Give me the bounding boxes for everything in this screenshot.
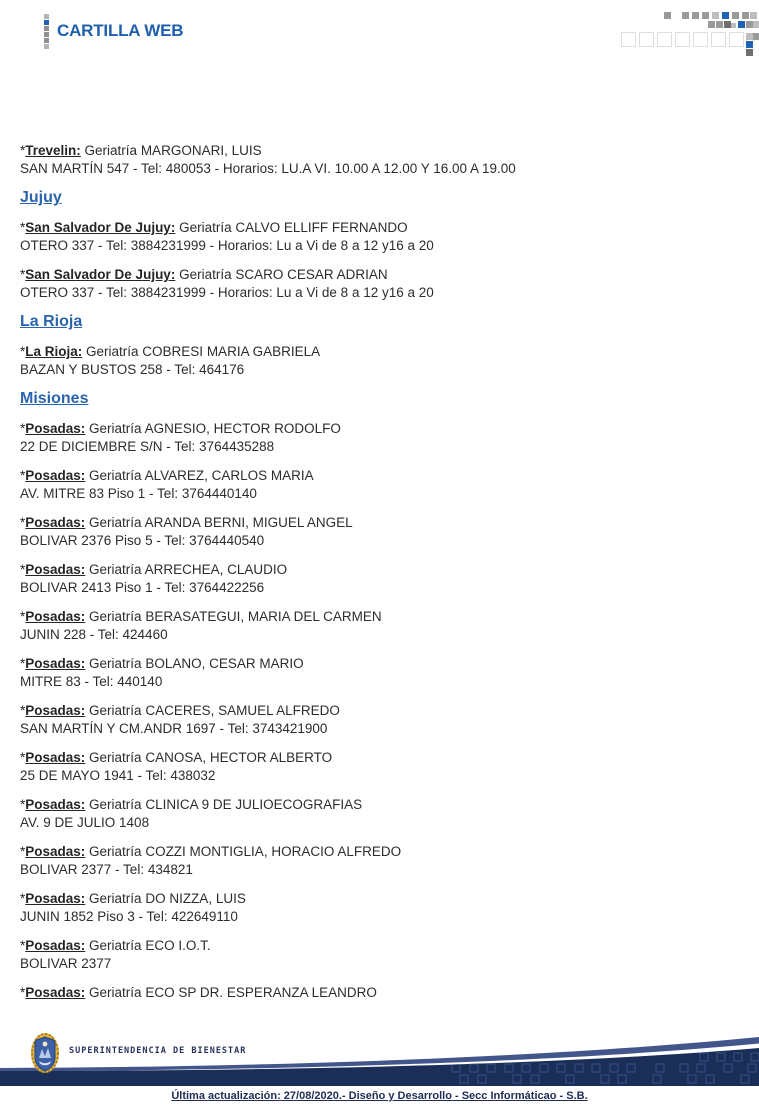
- provider-entry: [20, 142, 739, 177]
- footer-bottom-strip: [0, 1086, 759, 1101]
- provider-entry: [20, 890, 739, 925]
- entry-provider: Geriatría ECO I.O.T.: [85, 938, 211, 953]
- entry-address: 22 DE DICIEMBRE S/N - Tel: 3764435288: [20, 438, 275, 454]
- provider-entry: [20, 702, 739, 737]
- entry-heading-line: [20, 843, 739, 861]
- entry-bullet: *: [20, 143, 26, 158]
- header-pixel-decoration: [620, 8, 759, 58]
- entry-bullet: *: [20, 985, 26, 1000]
- entry-provider: Geriatría ALVAREZ, CARLOS MARIA: [85, 468, 314, 483]
- entry-address: AV. MITRE 83 Piso 1 - Tel: 3764440140: [20, 485, 257, 501]
- footer-org-name: SUPERINTENDENCIA DE BIENESTAR: [69, 1046, 247, 1056]
- footer-brand: [30, 1032, 246, 1074]
- entry-city: Posadas:: [25, 703, 86, 718]
- entry-city: Posadas:: [25, 891, 86, 906]
- entry-heading-line: [20, 142, 739, 160]
- provider-entry: [20, 514, 739, 549]
- entry-address: JUNIN 228 - Tel: 424460: [20, 626, 168, 642]
- provider-entry: [20, 796, 739, 831]
- entry-bullet: *: [20, 267, 26, 282]
- entry-city: Posadas:: [25, 468, 86, 483]
- entry-city: Posadas:: [25, 656, 86, 671]
- entry-address: SAN MARTÍN 547 - Tel: 480053 - Horarios: LU.A VI. 10.00 A 12.00 Y 16.00 A 19.00: [20, 160, 516, 176]
- entry-provider: Geriatría CANOSA, HECTOR ALBERTO: [85, 750, 333, 765]
- entry-city: San Salvador De Jujuy:: [25, 220, 176, 235]
- provider-entry: [20, 420, 739, 455]
- entry-address: OTERO 337 - Tel: 3884231999 - Horarios: Lu a Vi de 8 a 12 y16 a 20: [20, 237, 434, 253]
- entry-provider: Geriatría BERASATEGUI, MARIA DEL CARMEN: [85, 609, 382, 624]
- entry-city: Posadas:: [25, 750, 86, 765]
- entry-heading-line: [20, 890, 739, 908]
- entry-bullet: *: [20, 891, 26, 906]
- entry-bullet: *: [20, 515, 26, 530]
- entry-provider: Geriatría CLINICA 9 DE JULIOECOGRAFIAS: [85, 797, 363, 812]
- entry-bullet: *: [20, 656, 26, 671]
- province-heading-misiones[interactable]: Misiones: [20, 390, 89, 407]
- entry-city: La Rioja:: [25, 344, 83, 359]
- entry-bullet: *: [20, 938, 26, 953]
- entry-bullet: *: [20, 562, 26, 577]
- entry-provider: Geriatría COZZI MONTIGLIA, HORACIO ALFREDO: [85, 844, 402, 859]
- entry-heading-line: [20, 608, 739, 626]
- province-heading-jujuy[interactable]: Jujuy: [20, 189, 62, 206]
- header: [0, 0, 759, 60]
- entry-city: Posadas:: [25, 985, 86, 1000]
- entry-address: 25 DE MAYO 1941 - Tel: 438032: [20, 767, 216, 783]
- entry-provider: Geriatría BOLANO, CESAR MARIO: [85, 656, 304, 671]
- entry-provider: Geriatría COBRESI MARIA GABRIELA: [82, 344, 321, 359]
- entry-bullet: *: [20, 609, 26, 624]
- entry-provider: Geriatría AGNESIO, HECTOR RODOLFO: [85, 421, 341, 436]
- entry-address: BOLIVAR 2377: [20, 955, 112, 971]
- entry-bullet: *: [20, 797, 26, 812]
- entry-heading-line: [20, 702, 739, 720]
- provider-entry: [20, 266, 739, 301]
- entry-bullet: *: [20, 421, 26, 436]
- superintendencia-emblem-icon: [30, 1032, 60, 1074]
- entry-provider: Geriatría MARGONARI, LUIS: [80, 143, 262, 158]
- provider-entry: [20, 937, 739, 972]
- entry-heading-line: [20, 219, 739, 237]
- entry-address: BAZAN Y BUSTOS 258 - Tel: 464176: [20, 361, 245, 377]
- entry-address: OTERO 337 - Tel: 3884231999 - Horarios: Lu a Vi de 8 a 12 y16 a 20: [20, 284, 434, 300]
- entry-address: BOLIVAR 2377 - Tel: 434821: [20, 861, 193, 877]
- entry-bullet: *: [20, 750, 26, 765]
- entry-city: Posadas:: [25, 797, 86, 812]
- directory-content: [20, 142, 739, 1014]
- entry-address: BOLIVAR 2376 Piso 5 - Tel: 3764440540: [20, 532, 265, 548]
- entry-heading-line: [20, 514, 739, 532]
- entry-city: Posadas:: [25, 515, 86, 530]
- entry-heading-line: [20, 984, 739, 1002]
- entry-heading-line: [20, 467, 739, 485]
- entry-provider: Geriatría SCARO CESAR ADRIAN: [175, 267, 388, 282]
- entry-heading-line: [20, 937, 739, 955]
- entry-address: AV. 9 DE JULIO 1408: [20, 814, 150, 830]
- footer: [0, 1031, 759, 1101]
- entry-provider: Geriatría ECO SP DR. ESPERANZA LEANDRO: [85, 985, 377, 1000]
- entry-heading-line: [20, 655, 739, 673]
- entry-provider: Geriatría CACERES, SAMUEL ALFREDO: [85, 703, 340, 718]
- entry-city: Posadas:: [25, 609, 86, 624]
- provider-entry: [20, 561, 739, 596]
- entry-heading-line: [20, 561, 739, 579]
- logo-pixel-column-icon: [44, 14, 49, 50]
- entry-city: Posadas:: [25, 844, 86, 859]
- province-heading-la-rioja[interactable]: La Rioja: [20, 313, 83, 330]
- entry-heading-line: [20, 343, 739, 361]
- entry-provider: Geriatría CALVO ELLIFF FERNANDO: [175, 220, 408, 235]
- entry-heading-line: [20, 749, 739, 767]
- entry-city: Trevelin:: [25, 143, 81, 158]
- entry-address: JUNIN 1852 Piso 3 - Tel: 422649110: [20, 908, 238, 924]
- provider-entry: [20, 655, 739, 690]
- entry-provider: Geriatría DO NIZZA, LUIS: [85, 891, 246, 906]
- entry-city: Posadas:: [25, 562, 86, 577]
- entry-provider: Geriatría ARANDA BERNI, MIGUEL ANGEL: [85, 515, 353, 530]
- entry-heading-line: [20, 796, 739, 814]
- entry-address: MITRE 83 - Tel: 440140: [20, 673, 163, 689]
- entry-city: Posadas:: [25, 421, 86, 436]
- entry-bullet: *: [20, 468, 26, 483]
- entry-address: BOLIVAR 2413 Piso 1 - Tel: 3764422256: [20, 579, 265, 595]
- entry-address: SAN MARTÍN Y CM.ANDR 1697 - Tel: 3743421900: [20, 720, 328, 736]
- provider-entry: [20, 749, 739, 784]
- entry-bullet: *: [20, 844, 26, 859]
- provider-entry: [20, 984, 739, 1002]
- provider-entry: [20, 608, 739, 643]
- provider-entry: [20, 843, 739, 878]
- entry-provider: Geriatría ARRECHEA, CLAUDIO: [85, 562, 288, 577]
- entry-heading-line: [20, 266, 739, 284]
- entry-heading-line: [20, 420, 739, 438]
- entry-bullet: *: [20, 344, 26, 359]
- provider-entry: [20, 467, 739, 502]
- provider-entry: [20, 343, 739, 378]
- entry-city: San Salvador De Jujuy:: [25, 267, 176, 282]
- app-title: CARTILLA WEB: [57, 21, 184, 40]
- footer-updated-text: Última actualización: 27/08/2020.- Diseño y Desarrollo - Secc Informáticao - S.B.: [171, 1090, 588, 1102]
- entry-bullet: *: [20, 220, 26, 235]
- entry-bullet: *: [20, 703, 26, 718]
- entry-city: Posadas:: [25, 938, 86, 953]
- provider-entry: [20, 219, 739, 254]
